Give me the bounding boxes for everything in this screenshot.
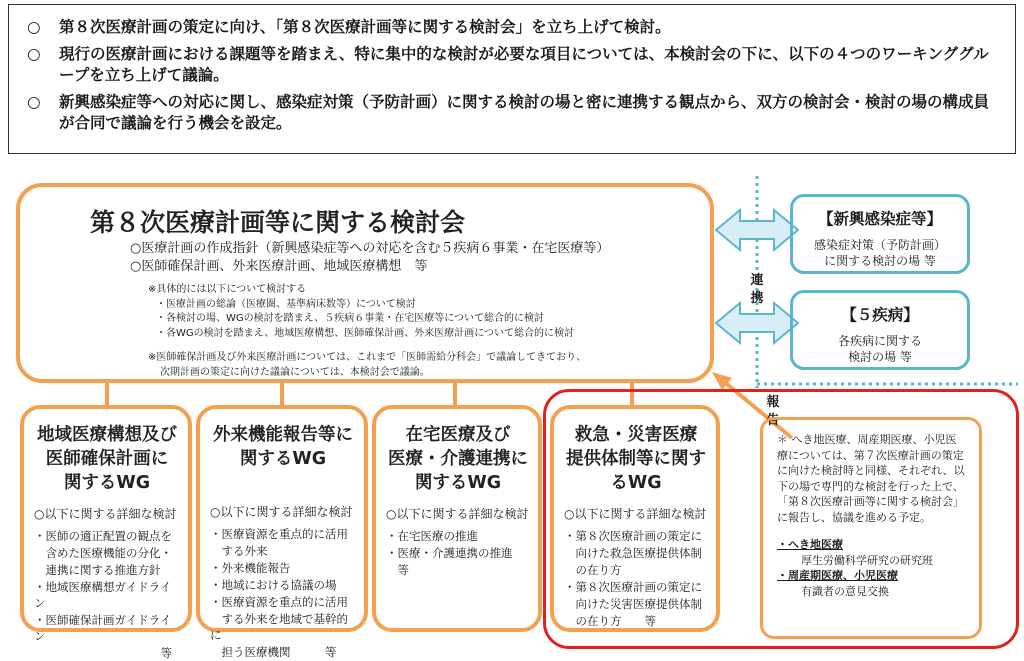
note-item-body: 有識者の意見交換	[801, 584, 889, 598]
council-detail-item: ・医療計画の総論（医療圏、基準病床数等）について検討	[156, 298, 416, 310]
council-note-line: 次期計画の策定に向けた議論については、本検討会で議論。	[160, 366, 430, 378]
side-body-line: に関する検討の場 等	[824, 254, 936, 268]
side-body-line: 各疾病に関する	[837, 334, 922, 348]
wg-items	[34, 528, 180, 661]
wg-item: ・外来機能報告	[210, 561, 291, 575]
wg-box-regional-medical	[20, 405, 192, 660]
wg-item: 連携に関する推進方針	[34, 563, 161, 577]
wg-box-emergency-disaster	[550, 405, 720, 632]
wg-title-line: 関するWG	[239, 449, 327, 469]
wg-title-line: 外来機能報告等に	[213, 425, 353, 445]
side-body-line: 感染症対策（予防計画）	[813, 238, 946, 252]
wg-item: 担う医療機関 等	[210, 645, 337, 659]
wg-title-line: 在宅医療及び	[405, 425, 511, 445]
wg-box-home-care	[372, 405, 542, 632]
wg-item: ・医療・介護連携の推進	[386, 546, 513, 560]
note-item-head: ・へき地医療	[777, 538, 843, 551]
wg-item: ・医療資源を重点的に活用	[210, 527, 348, 541]
side-body-line: 検討の場 等	[848, 350, 912, 364]
bullet-mark: ○	[27, 45, 41, 63]
note-box	[760, 417, 982, 639]
infectious-disease-body	[793, 237, 967, 269]
wg-title-line: 関するWG	[414, 473, 502, 493]
wg-item: する外来	[210, 544, 268, 558]
wg-title-line: 医療・介護連携に	[388, 449, 528, 469]
five-diseases-title: 【５疾病】	[841, 306, 919, 324]
council-note	[148, 351, 586, 380]
five-diseases-body	[793, 333, 967, 365]
wg-item: ・第８次医療計画の策定に	[564, 529, 702, 543]
infectious-disease-box	[790, 194, 970, 274]
note-item-head: ・周産期医療、小児医療	[777, 569, 898, 582]
wg-item: の在り方	[564, 563, 622, 577]
wg-item: ・地域医療構想ガイドライン	[34, 580, 172, 610]
wg-title-line: 医師確保計画に	[45, 449, 169, 469]
bullet-mark: ○	[27, 93, 41, 111]
wg-item: ・第８次医療計画の策定に	[564, 580, 702, 594]
wg-item: ・医療資源を重点的に活用	[210, 595, 348, 609]
infectious-disease-title: 【新興感染症等】	[817, 210, 942, 228]
note-text: ＊ へき地医療、周産期医療、小児医療については、第７次医療計画の策定に向けた検討時と同様、それぞれ、以下の場で専門的な検討を行った上で、「第８次医療計画等に関する検討会」に報告し、協議を進める予定。	[777, 433, 965, 524]
wg-item: ・在宅医療の推進	[386, 529, 478, 543]
double-arrow-icon	[716, 210, 798, 250]
wg-intro: ○以下に関する詳細な検討	[210, 505, 353, 519]
council-note-line: ※医師確保計画及び外来医療計画については、これまで「医師需給分科会」で議論してきており、	[148, 352, 587, 363]
hokoku-char: 報	[766, 395, 780, 410]
wg-intro: ○以下に関する詳細な検討	[34, 507, 177, 521]
council-box	[16, 183, 714, 383]
wg-item: 等	[386, 563, 409, 577]
wg-title	[386, 423, 530, 495]
renkei-char: 携	[750, 291, 764, 306]
wg-item: 向けた救急医療提供体制	[564, 546, 702, 560]
summary-bullet-text: 新興感染症等への対応に関し、感染症対策（予防計画）に関する検討の場と密に連携する観点から、双方の検討会・検討の場の構成員が合同で議論を行う機会を設定。	[59, 93, 990, 132]
wg-box-outpatient	[196, 405, 368, 659]
wg-title-line: 地域医療構想及び	[37, 425, 177, 445]
council-detail-item: ・各WGの検討を踏まえ、地域医療構想、医師確保計画、外来医療計画について総合的に検討	[156, 327, 575, 339]
renkei-label	[748, 272, 766, 308]
summary-bullet-text: 第８次医療計画の策定に向け、「第８次医療計画等に関する検討会」を立ち上げて検討。	[59, 18, 671, 36]
wg-item: ・医師の適正配置の観点を	[34, 529, 172, 543]
five-diseases-box	[790, 290, 970, 370]
renkei-char: 連	[750, 273, 764, 288]
wg-items	[564, 528, 708, 629]
wg-title-line: 関するWG	[63, 473, 151, 493]
wg-title-line: 救急・災害医療	[574, 425, 698, 445]
council-detail-head: ※具体的には以下について検討する	[148, 284, 307, 295]
note-item-body: 厚生労働科学研究の研究班	[801, 553, 933, 567]
hokoku-char: 告	[766, 413, 780, 428]
wg-title-line: 提供体制等に関す	[566, 449, 706, 469]
bullet-mark: ○	[27, 18, 41, 36]
council-detail-item: ・各検討の場、WGの検討を踏まえ、５疾病６事業・在宅医療等について総合的に検討	[156, 313, 545, 324]
wg-item: 含めた医療機能の分化・	[34, 546, 172, 560]
wg-title	[34, 423, 180, 495]
wg-item: ・地域における協議の場	[210, 578, 337, 592]
wg-intro: ○以下に関する詳細な検討	[386, 507, 529, 521]
wg-items	[210, 526, 356, 660]
wg-item: ・医師確保計画ガイドライン	[34, 613, 172, 643]
wg-item: 等	[34, 646, 172, 660]
wg-item: する外来を地域で基幹的に	[210, 612, 348, 642]
wg-intro: ○以下に関する詳細な検討	[564, 507, 707, 521]
council-detail	[148, 283, 574, 341]
wg-title-line: るWG	[610, 473, 662, 493]
wg-title	[564, 423, 708, 495]
council-scope-line: ○医療計画の作成指針（新興感染症等への対応を含む５疾病６事業・在宅医療等）	[130, 241, 610, 256]
council-scope-line: ○医師確保計画、外来医療計画、地域医療構想 等	[130, 259, 428, 274]
wg-items	[386, 528, 530, 578]
wg-item: 向けた災害医療提供体制	[564, 597, 702, 611]
council-title: 第８次医療計画等に関する検討会	[90, 208, 466, 237]
wg-item: の在り方 等	[564, 614, 656, 628]
wg-title	[210, 423, 356, 471]
summary-bullet-text: 現行の医療計画における課題等を踏まえ、特に集中的な検討が必要な項目については、本検討会の下に、以下の４つのワーキンググループを立ち上げて議論。	[59, 45, 989, 84]
